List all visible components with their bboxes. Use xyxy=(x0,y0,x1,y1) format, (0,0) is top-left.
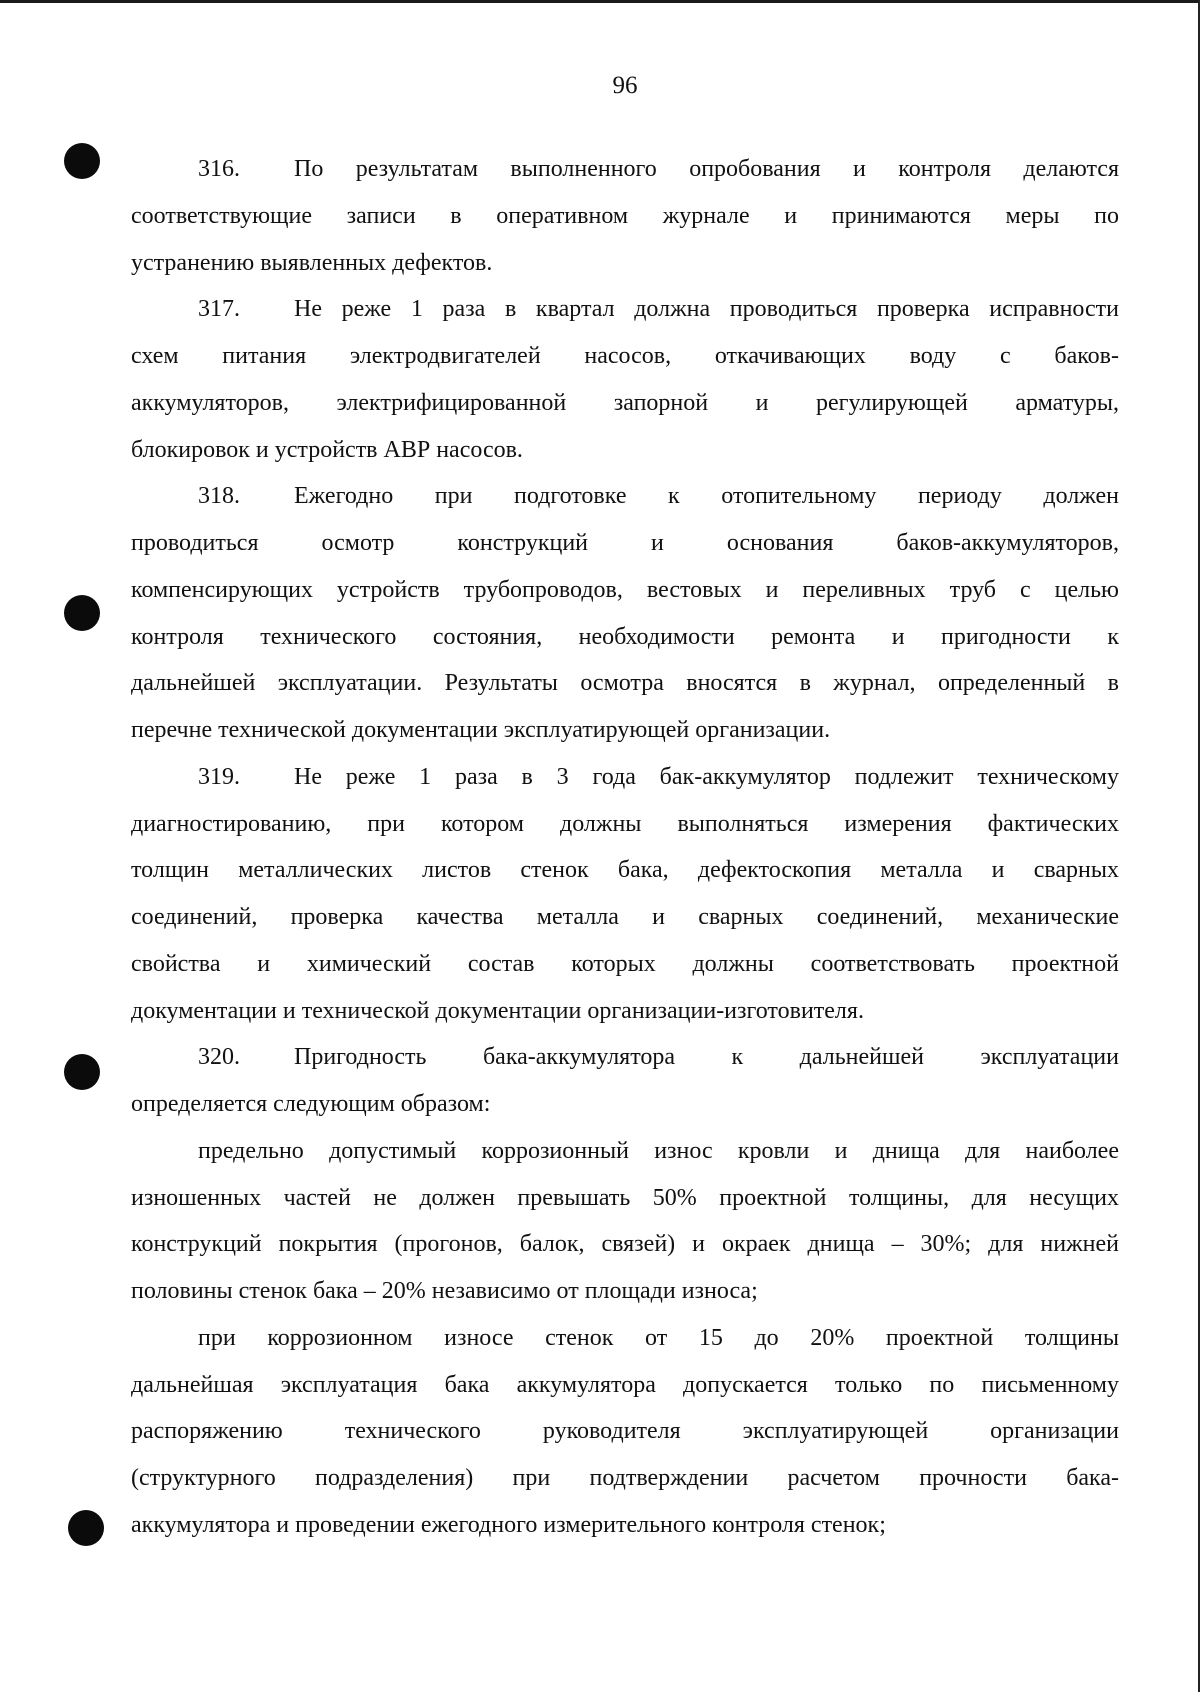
text-line: устранению выявленных дефектов. xyxy=(131,249,493,276)
text-line: дальнейшей эксплуатации. Результаты осмотра вносятся в журнал, определенный в xyxy=(131,670,1119,697)
text-line: аккумулятора и проведении ежегодного измерительного контроля стенок; xyxy=(131,1511,886,1538)
paragraph-number: 317. xyxy=(198,296,240,323)
text-line xyxy=(131,1034,1119,1081)
document-body xyxy=(131,146,1119,1549)
text-line: (структурного подразделения) при подтверждении расчетом прочности бака- xyxy=(131,1465,1119,1491)
page-number: 96 xyxy=(612,72,638,99)
punch-hole-4 xyxy=(68,1510,104,1546)
text-line: предельно допустимый коррозионный износ кровли и днища для наиболее xyxy=(198,1137,1119,1164)
text-line: блокировок и устройств АВР насосов. xyxy=(131,436,523,463)
text-line: диагностированию, при котором должны выполняться измерения фактических xyxy=(131,810,1119,837)
text-line: проводиться осмотр конструкций и основания баков-аккумуляторов, xyxy=(131,530,1119,556)
text-line: при коррозионном износе стенок от 15 до 20% проектной толщины xyxy=(198,1324,1119,1351)
text-line: определяется следующим образом: xyxy=(131,1091,491,1117)
text-line: изношенных частей не должен превышать 50% проектной толщины, для несущих xyxy=(131,1184,1119,1211)
text-line xyxy=(131,473,1119,520)
punch-hole-1 xyxy=(64,143,100,179)
line-text: Не реже 1 раза в квартал должна проводиться проверка исправности xyxy=(294,296,1119,323)
paragraph-number: 319. xyxy=(198,763,240,790)
text-line: контроля технического состояния, необходимости ремонта и пригодности к xyxy=(131,623,1119,650)
text-line xyxy=(131,286,1119,333)
text-line: половины стенок бака – 20% независимо от площади износа; xyxy=(131,1278,758,1304)
text-line: дальнейшая эксплуатация бака аккумулятора допускается только по письменному xyxy=(131,1371,1119,1398)
text-line: компенсирующих устройств трубопроводов, вестовых и переливных труб с целью xyxy=(131,576,1119,603)
text-line: схем питания электродвигателей насосов, откачивающих воду с баков- xyxy=(131,343,1119,369)
text-line: перечне технической документации эксплуатирующей организации. xyxy=(131,717,831,743)
line-text: Ежегодно при подготовке к отопительному периоду должен xyxy=(294,483,1119,510)
paragraph-number: 320. xyxy=(198,1044,240,1071)
paragraph-number: 316. xyxy=(198,156,240,182)
text-line xyxy=(131,754,1119,801)
line-text: По результатам выполненного опробования и контроля делаются xyxy=(294,156,1119,182)
text-line: соответствующие записи в оперативном журнале и принимаются меры по xyxy=(131,202,1119,229)
punch-hole-3 xyxy=(64,1054,100,1090)
line-text: Пригодность бака-аккумулятора к дальнейшей эксплуатации xyxy=(294,1044,1119,1071)
line-text: Не реже 1 раза в 3 года бак-аккумулятор подлежит техническому xyxy=(294,763,1119,790)
text-line: толщин металлических листов стенок бака, дефектоскопия металла и сварных xyxy=(131,857,1119,884)
text-line: аккумуляторов, электрифицированной запорной и регулирующей арматуры, xyxy=(131,389,1119,416)
scan-top-border xyxy=(0,0,1200,3)
text-line: соединений, проверка качества металла и сварных соединений, механические xyxy=(131,904,1119,930)
text-line: распоряжению технического руководителя эксплуатирующей организации xyxy=(131,1418,1119,1445)
text-line: конструкций покрытия (прогонов, балок, связей) и окраек днища – 30%; для нижней xyxy=(131,1231,1119,1258)
text-line xyxy=(131,146,1119,193)
text-line: документации и технической документации организации-изготовителя. xyxy=(131,997,864,1024)
punch-hole-2 xyxy=(64,595,100,631)
text-line: свойства и химический состав которых должны соответствовать проектной xyxy=(131,950,1119,977)
paragraph-number: 318. xyxy=(198,483,240,510)
